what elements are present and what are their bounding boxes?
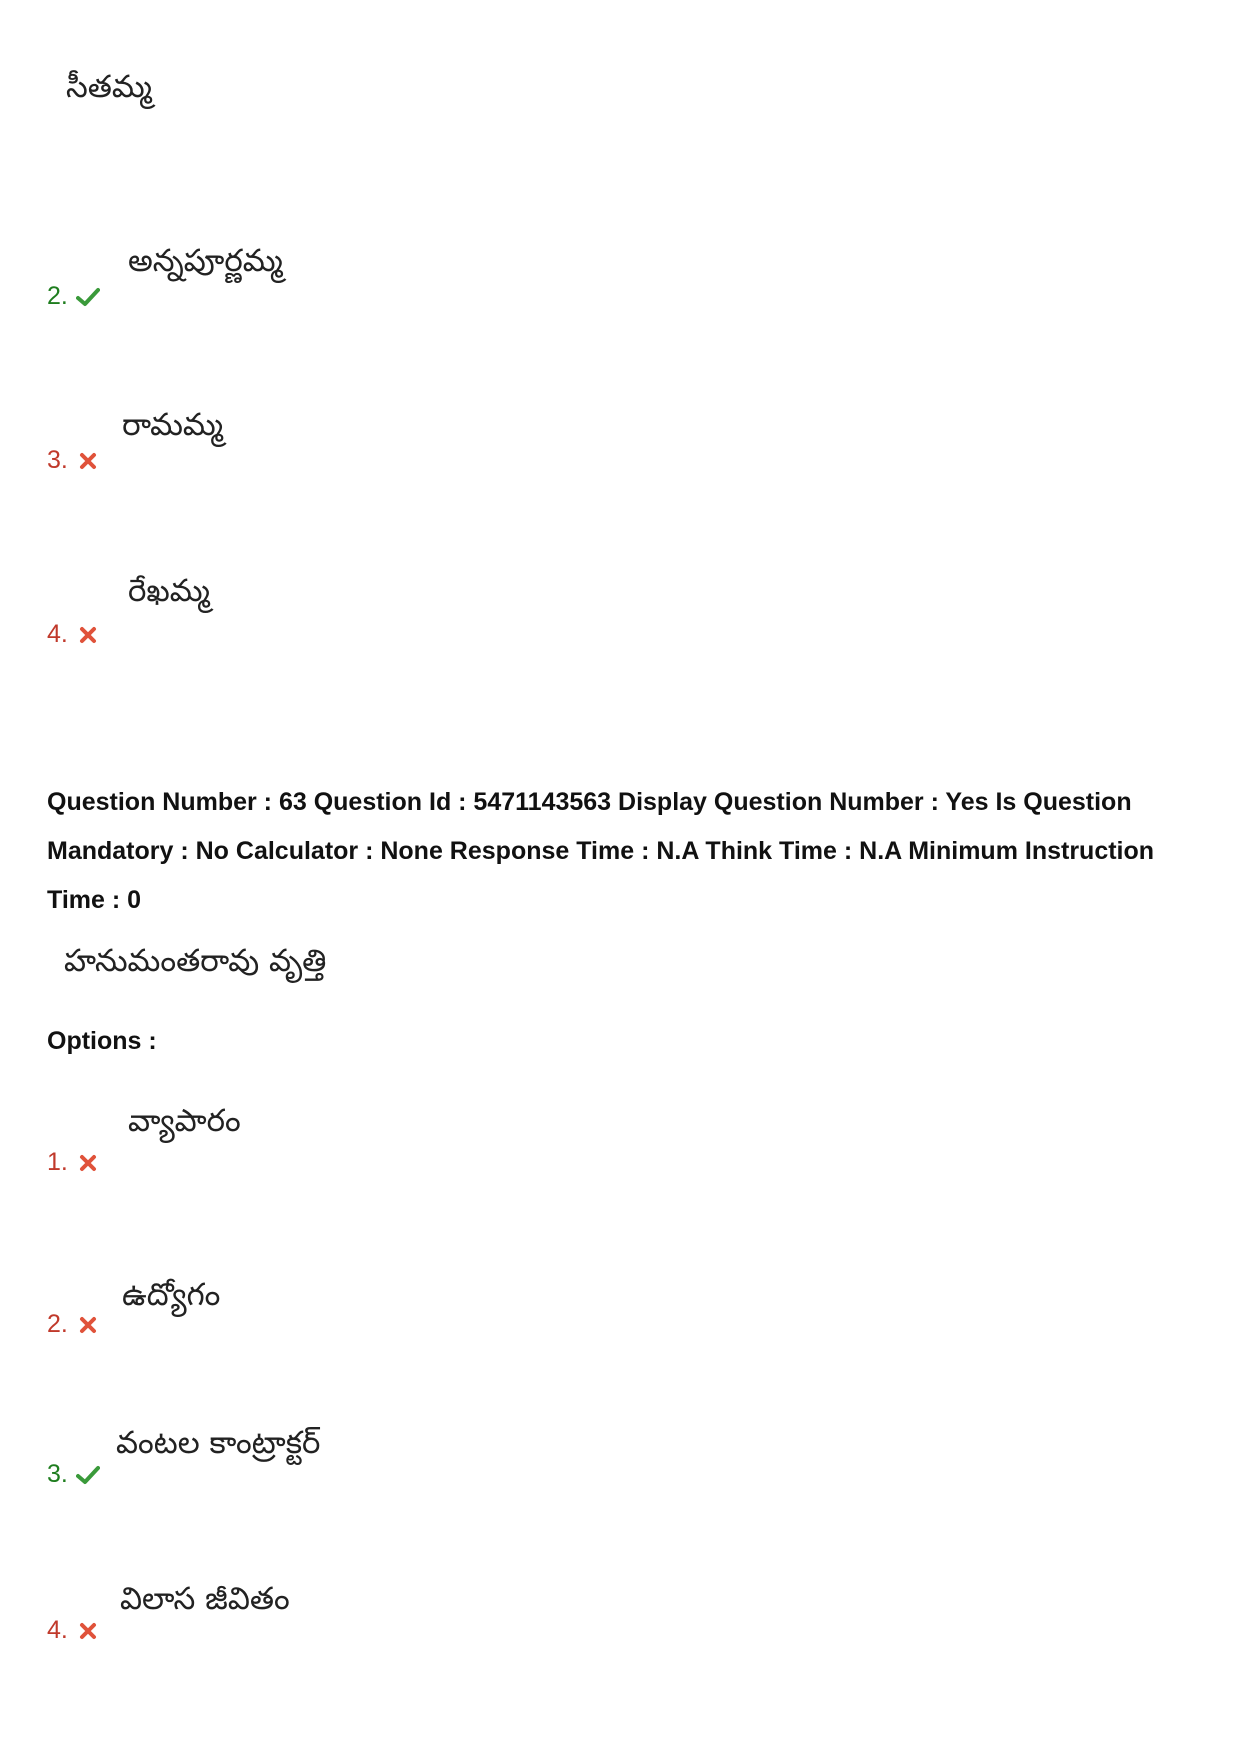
option-number-label: 2. (47, 1310, 68, 1338)
prev-option-3-number (47, 448, 100, 473)
option-2-text: ఉద్యోగం (122, 1277, 221, 1313)
question-meta: Question Number : 63 Question Id : 5471143563 Display Question Number : Yes Is Question Mandatory : No Calculator : None Response Time : N.A Think Time : N.A Minimum Instruction Time : 0 (47, 788, 1155, 914)
cross-icon (76, 1153, 100, 1173)
cross-icon (76, 1621, 100, 1641)
option-3-number (47, 1462, 100, 1487)
cross-icon (76, 625, 100, 645)
prev-option-2-text: అన్నపూర్ణమ్మ (128, 243, 283, 279)
options-label: Options : (47, 1027, 157, 1055)
option-number-label: 3. (47, 446, 68, 474)
option-2-number (47, 1312, 100, 1337)
prev-option-4-text: రేఖమ్మ (128, 573, 210, 609)
option-4-text: విలాస జీవితం (120, 1581, 290, 1617)
option-number-label: 1. (47, 1148, 68, 1176)
prev-option-1-text: సీతమ్మ (66, 69, 152, 105)
option-1-number (47, 1150, 100, 1175)
option-4-number (47, 1618, 100, 1643)
prev-option-2-number (47, 284, 100, 309)
option-number-label: 2. (47, 282, 68, 310)
cross-icon (76, 1315, 100, 1335)
check-icon (76, 1465, 100, 1485)
prev-option-4-number (47, 622, 100, 647)
question-text: హనుమంతరావు వృత్తి (64, 943, 327, 979)
option-number-label: 4. (47, 1616, 68, 1644)
prev-option-3-text: రామమ్మ (122, 407, 223, 443)
option-3-text: వంటల కాంట్రాక్టర్ (116, 1425, 321, 1461)
option-1-text: వ్యాపారం (128, 1103, 241, 1139)
option-number-label: 3. (47, 1460, 68, 1488)
option-number-label: 4. (47, 620, 68, 648)
check-icon (76, 287, 100, 307)
cross-icon (76, 451, 100, 471)
